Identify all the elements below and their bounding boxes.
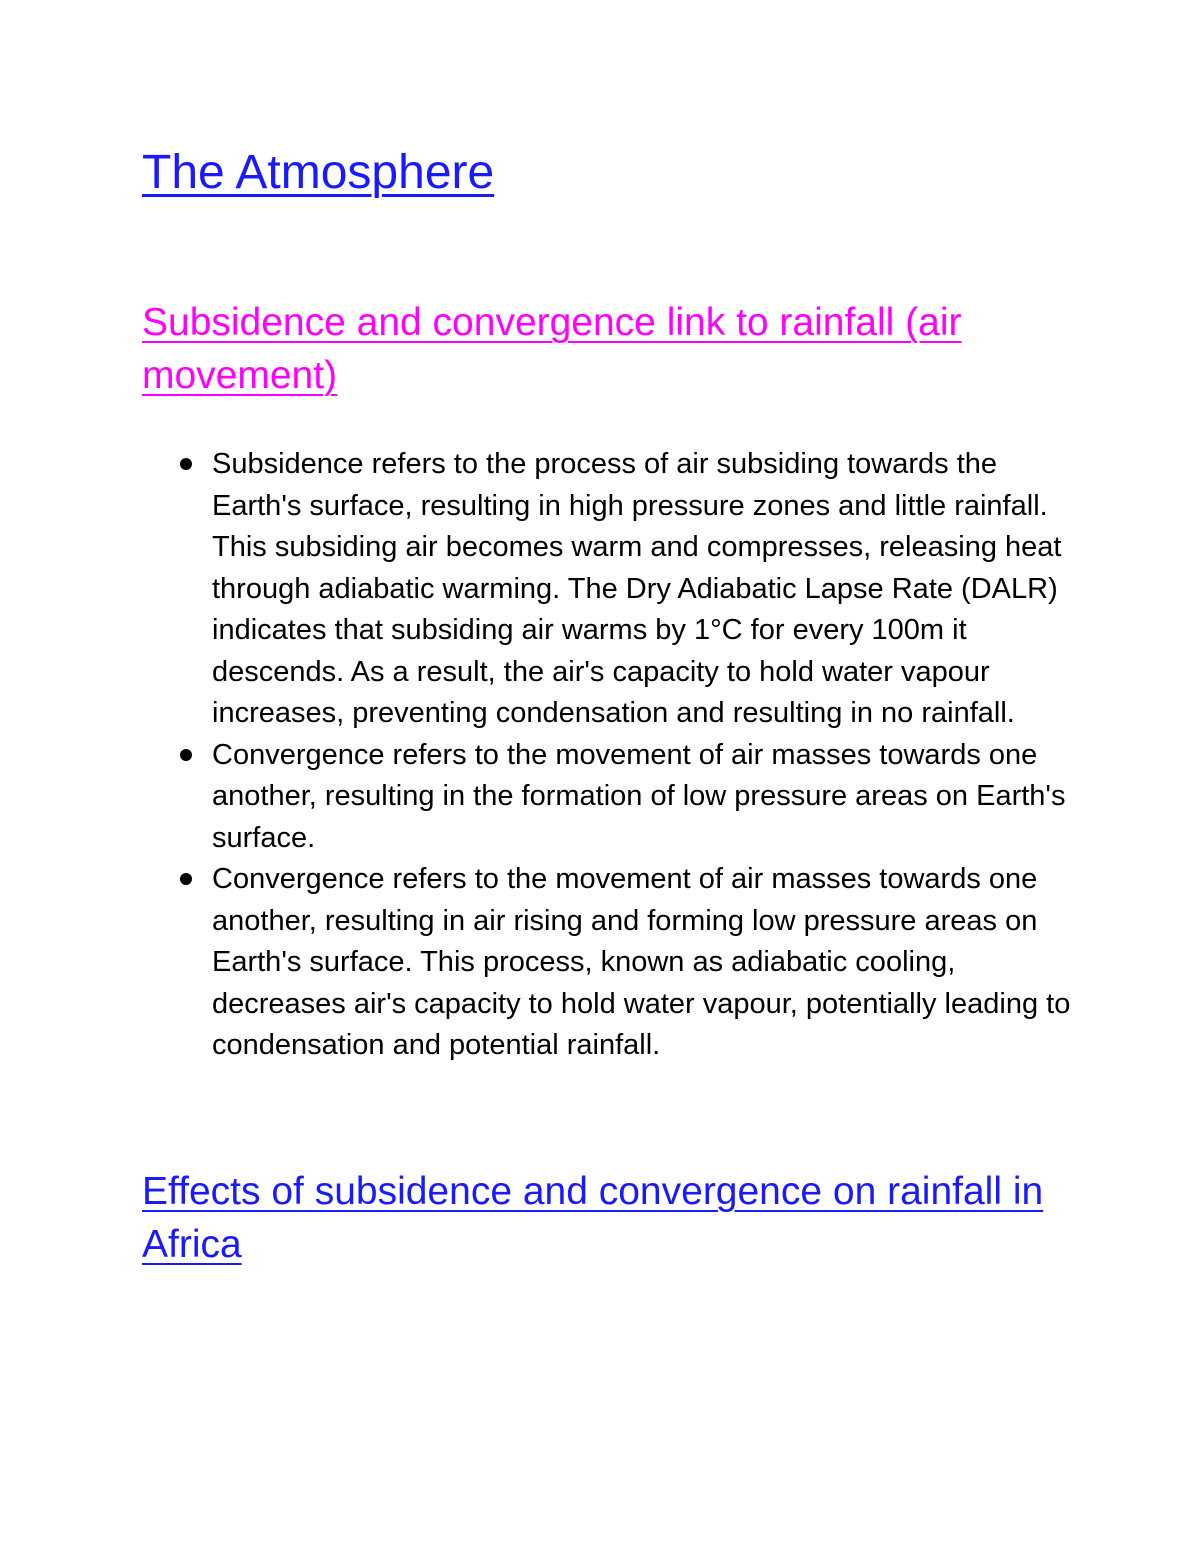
list-item-text: Convergence refers to the movement of air masses towards one another, resulting in the formation of low pressure areas on Earth's surface. (212, 738, 1066, 854)
list-item (142, 444, 1082, 735)
list-item-text: Subsidence refers to the process of air subsiding towards the Earth's surface, resulting in high pressure zones and little rainfall. This subsiding air becomes warm and compresses, releasing heat through adiabatic warming. The Dry Adiabatic Lapse Rate (DALR) indicates that subsiding air warms by 1°C for every 100m it descends. As a result, the air's capacity to hold water vapour increases, preventing condensation and resulting in no rainfall. (212, 448, 1062, 729)
section-heading-effects-africa[interactable]: Effects of subsidence and convergence on rainfall in Africa (142, 1169, 1044, 1266)
bullet-icon (180, 749, 192, 761)
document-content (142, 140, 1082, 1271)
bullet-list (142, 444, 1082, 1067)
list-item (142, 735, 1082, 860)
page-title[interactable]: The Atmosphere (142, 146, 495, 199)
bullet-icon (180, 458, 192, 470)
list-item-text: Convergence refers to the movement of air masses towards one another, resulting in air rising and forming low pressure areas on Earth's surface. This process, known as adiabatic cooling, decreases air's capacity to hold water vapour, potentially leading to condensation and potential rainfall. (212, 863, 1071, 1061)
section-heading-subsidence-convergence[interactable]: Subsidence and convergence link to rainfall (air movement) (142, 301, 962, 397)
list-item (142, 859, 1082, 1067)
bullet-icon (180, 873, 192, 885)
